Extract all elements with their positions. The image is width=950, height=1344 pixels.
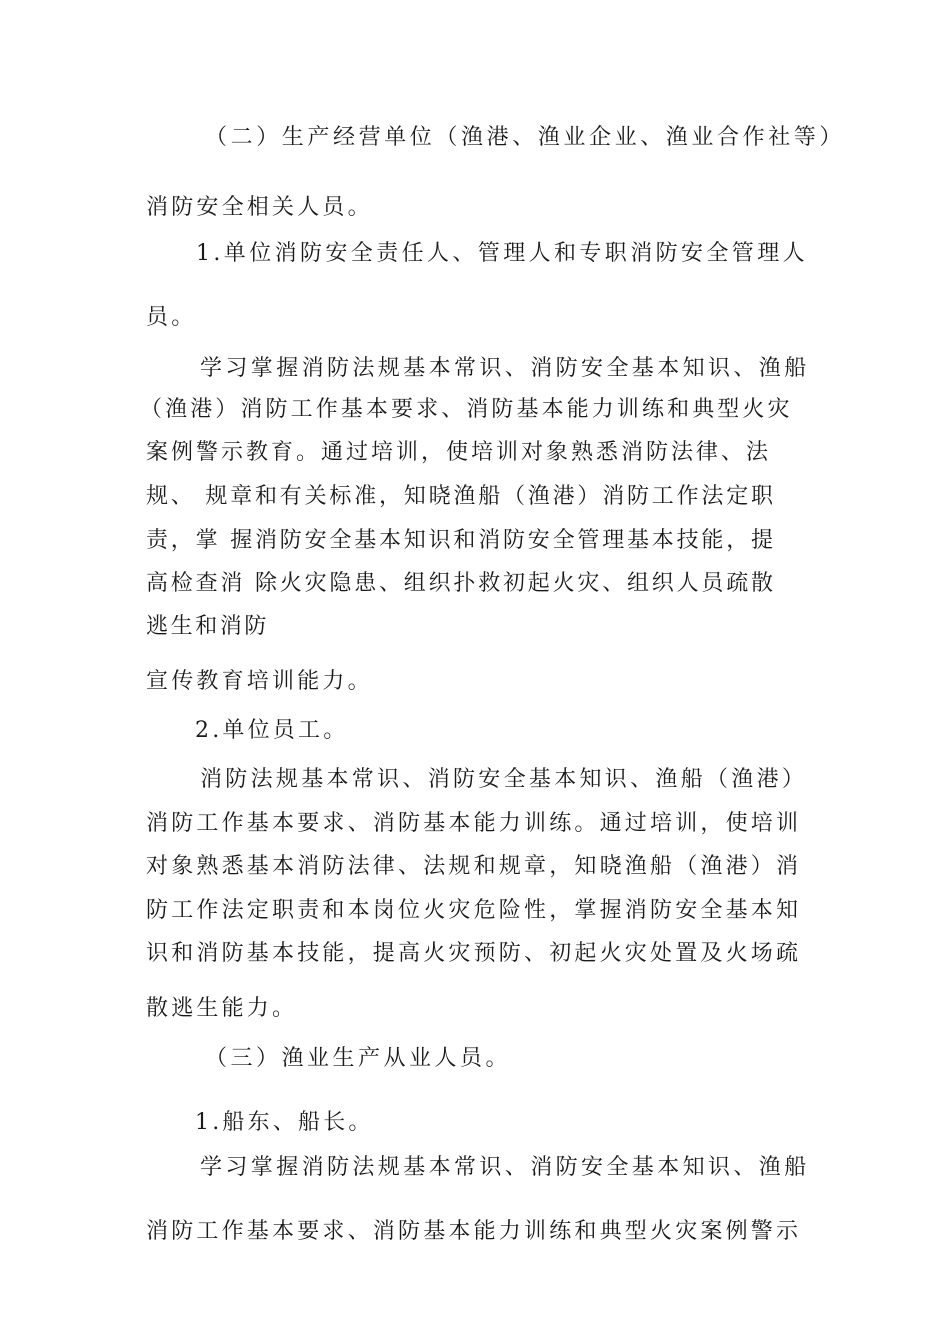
paragraph-line: 识和消防基本技能，提高火灾预防、初起火灾处置及火场疏 <box>146 941 802 966</box>
subheading-2: 2.单位员工。 <box>195 718 349 743</box>
paragraph-line: 高检查消 除火灾隐患、组织扑救初起火灾、组织人员疏散 <box>146 571 776 596</box>
paragraph-line: 防工作法定职责和本岗位火灾危险性，掌握消防安全基本知 <box>146 898 802 923</box>
section-heading-3: （三）渔业生产从业人员。 <box>205 1046 512 1071</box>
paragraph-line: 学习掌握消防法规基本常识、消防安全基本知识、渔船 <box>200 1155 810 1180</box>
paragraph-line: 学习掌握消防法规基本常识、消防安全基本知识、渔船 <box>200 356 810 381</box>
paragraph-line: 消防工作基本要求、消防基本能力训练。通过培训，使培训 <box>146 811 802 836</box>
paragraph-line: 消防法规基本常识、消防安全基本知识、渔船（渔港） <box>200 767 808 792</box>
paragraph-line: （渔港）消防工作基本要求、消防基本能力训练和典型火灾 <box>140 397 793 422</box>
subheading-1: 1.船东、船长。 <box>195 1110 374 1135</box>
subheading-1: 1.单位消防安全责任人、管理人和专职消防安全管理人 <box>196 241 808 266</box>
paragraph-line: 案例警示教育。通过培训，使培训对象熟悉消防法律、法 <box>146 440 772 465</box>
paragraph-line: 散逃生能力。 <box>146 996 298 1021</box>
paragraph-line: 宣传教育培训能力。 <box>146 669 373 694</box>
paragraph-line: 责，掌 握消防安全基本知识和消防安全管理基本技能，提 <box>146 528 776 553</box>
section-heading-2: （二）生产经营单位（渔港、渔业企业、渔业合作社等） <box>205 125 846 150</box>
paragraph-line: 消防安全相关人员。 <box>146 195 373 220</box>
paragraph-line: 消防工作基本要求、消防基本能力训练和典型火灾案例警示 <box>146 1219 802 1244</box>
paragraph-line: 对象熟悉基本消防法律、法规和规章，知晓渔船（渔港）消 <box>146 854 802 879</box>
paragraph-line: 规、 规章和有关标准，知晓渔船（渔港）消防工作法定职 <box>146 484 776 509</box>
paragraph-line: 逃生和消防 <box>146 614 270 639</box>
paragraph-line: 员。 <box>146 305 197 330</box>
